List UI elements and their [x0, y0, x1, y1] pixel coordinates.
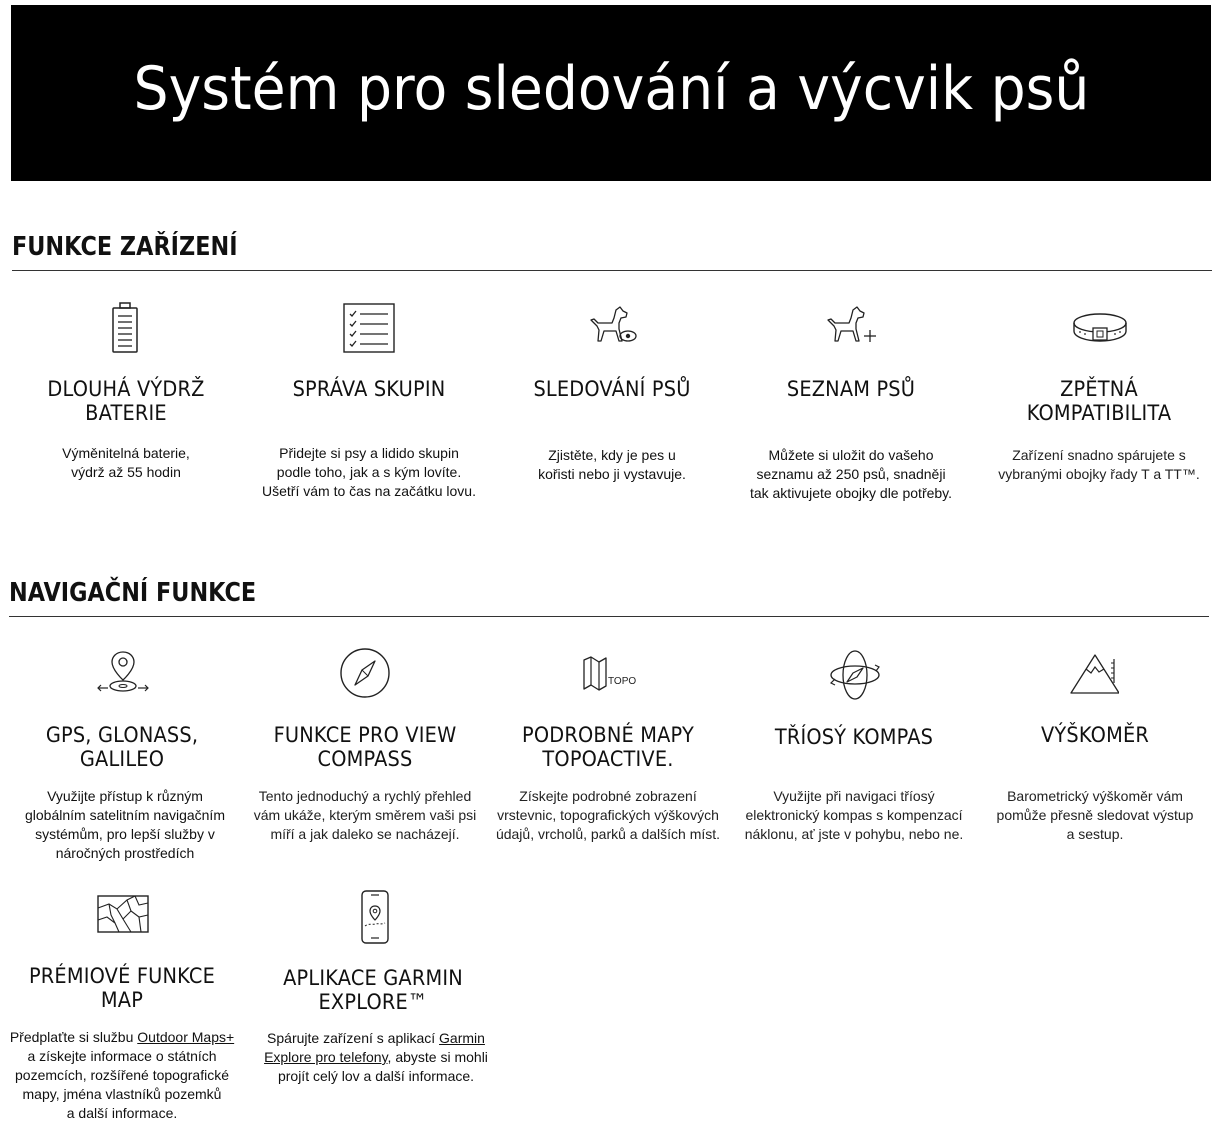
section-title-navigation: NAVIGAČNÍ FUNKCE [9, 578, 257, 608]
feature-title-garmin-explore: APLIKACE GARMIN EXPLORE™ [283, 966, 463, 1015]
page-title: Systém pro sledování a výcvik psů [133, 54, 1089, 124]
gps-pin-icon [95, 650, 151, 696]
feature-text-battery: Výměnitelná baterie, výdrž až 55 hodin [62, 445, 190, 480]
altimeter-mountain-icon [1069, 653, 1119, 695]
hero-banner [11, 5, 1211, 181]
feature-title-altimeter: VÝŠKOMĚR [1040, 723, 1149, 748]
feature-text-three-axis-compass: Využijte při navigaci tříosý elektronický kompas s kompenzací náklonu, ať jste v pohybu, nebo ne. [744, 788, 964, 842]
feature-text-gnss: Využijte přístup k různým globálním satelitním navigačním systémům, pro lepší služby v náročných prostředích [25, 788, 225, 861]
topo-label: TOPO [608, 676, 637, 687]
dog-plus-icon [823, 306, 879, 350]
dog-eye-icon [586, 306, 638, 350]
phone-map-icon [361, 890, 389, 944]
feature-title-gnss: GPS, GLONASS, GALILEO [45, 723, 199, 772]
feature-text-view-compass: Tento jednoduchý a rychlý přehled vám ukáže, kterým směrem vaši psi míří a jak daleko se nacházejí. [253, 788, 477, 842]
feature-text-garmin-explore: Spárujte zařízení s aplikací Garmin Explore pro telefony, abyste si mohli projít celý lov a další informace. [264, 1030, 488, 1084]
feature-title-battery: DLOUHÁ VÝDRŽ BATERIE [47, 377, 205, 426]
feature-title-dog-list: SEZNAM PSŮ [786, 377, 916, 402]
section-title-device: FUNKCE ZAŘÍZENÍ [12, 232, 238, 262]
section-divider-navigation [9, 616, 1209, 617]
battery-icon [111, 302, 139, 354]
feature-text-compatibility: Zařízení snadno spárujete s vybranými obojky řady T a TT™. [998, 447, 1200, 482]
feature-text-premium-map: Předplaťte si službu Outdoor Maps+ a získejte informace o státních pozemcích, rozšířené topografické mapy, jména vlastníků pozemků a další informace. [9, 1029, 235, 1121]
feature-text-groups: Přidejte si psy a lidido skupin podle toho, jak a s kým lovíte. Ušetří vám to čas na začátku lovu. [262, 445, 476, 499]
feature-title-view-compass: FUNKCE PRO VIEW COMPASS [273, 723, 457, 772]
topo-map-icon [582, 656, 640, 692]
feature-title-compatibility: ZPĚTNÁ KOMPATIBILITA [1026, 377, 1172, 426]
garmin-explore-link[interactable]: Garmin [439, 1030, 485, 1046]
feature-title-tracking: SLEDOVÁNÍ PSŮ [533, 377, 691, 402]
feature-title-premium-map: PRÉMIOVÉ FUNKCE MAP [28, 964, 216, 1013]
collar-icon [1072, 311, 1128, 345]
feature-text-dog-list: Můžete si uložit do vašeho seznamu až 250 psů, snadněji tak aktivujete obojky dle potřeby. [749, 447, 953, 501]
garmin-explore-phones-link[interactable]: Explore pro telefony [264, 1049, 388, 1065]
feature-title-topoactive: PODROBNÉ MAPY TOPOACTIVE. [522, 723, 694, 772]
parcel-map-icon [97, 895, 149, 933]
compass-icon [339, 647, 391, 699]
checklist-icon [343, 303, 395, 353]
feature-text-altimeter: Barometrický výškoměr vám pomůže přesně sledovat výstup a sestup. [996, 788, 1194, 842]
feature-text-topoactive: Získejte podrobné zobrazení vrstevnic, topografických výškových údajů, vrcholů, parků a dalších míst. [495, 788, 721, 842]
three-axis-compass-icon [828, 648, 882, 702]
section-divider-device [12, 270, 1212, 271]
feature-title-three-axis-compass: TŘÍOSÝ KOMPAS [774, 725, 934, 750]
feature-text-tracking: Zjistěte, kdy je pes u kořisti nebo ji vystavuje. [538, 447, 686, 482]
feature-title-groups: SPRÁVA SKUPIN [292, 377, 446, 402]
outdoor-maps-link[interactable]: Outdoor Maps+ [137, 1029, 235, 1045]
